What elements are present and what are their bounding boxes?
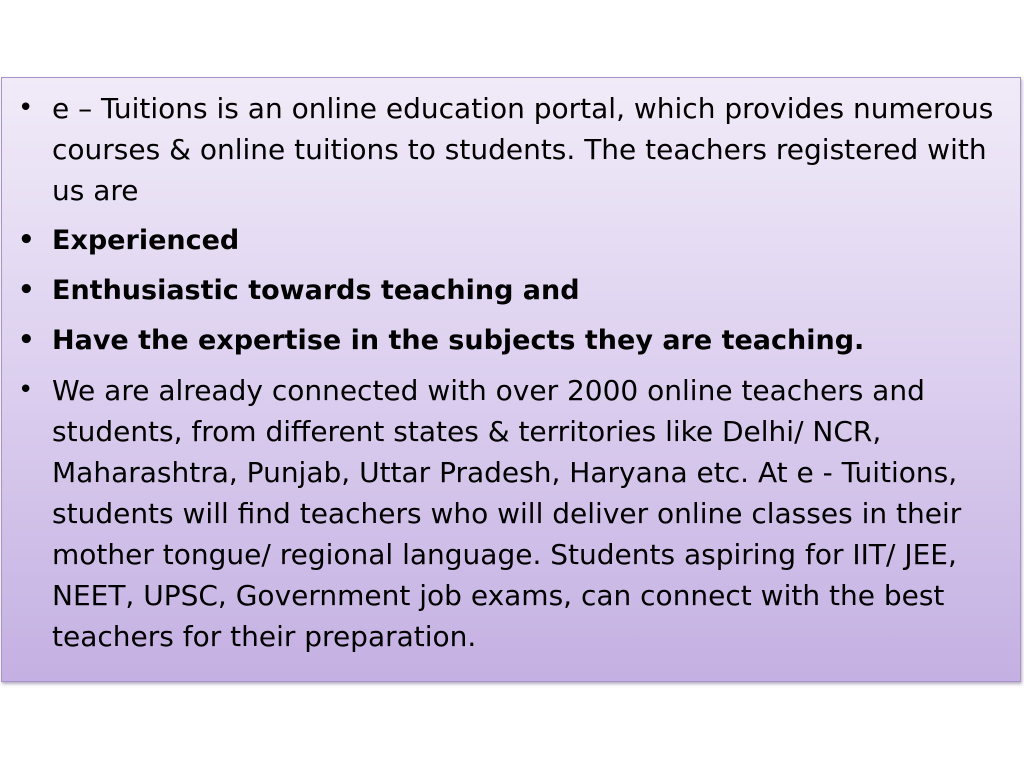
content-text-box [1,77,1021,682]
bullet-text: Experienced [52,225,240,256]
bullet-item-intro [14,88,1014,211]
bullet-list [14,88,1014,666]
bullet-item-experienced [14,220,1014,261]
bullet-dot-icon: • [18,275,35,305]
bullet-dot-icon: • [18,325,35,355]
bullet-item-expertise [14,320,1014,361]
bullet-dot-icon: • [18,93,34,123]
bullet-dot-icon: • [18,225,35,255]
bullet-text: Have the expertise in the subjects they are teaching. [52,325,865,356]
bullet-text: We are already connected with over 2000 online teachers and students, from different states & territories like Delhi/ NCR, Maharashtra, Punjab, Uttar Pradesh, Haryana etc. At e - Tuitions, students will find teachers who will deliver online classes in their mother tongue/ regional language. Students aspiring for IIT/ JEE, NEET, UPSC, Government job exams, can connect with the best teachers for their preparation. [52,374,962,653]
bullet-item-connected [14,370,1014,657]
bullet-text: e – Tuitions is an online education portal, which provides numerous courses & online tuitions to students. The teachers registered with us are [52,92,994,207]
bullet-item-enthusiastic [14,270,1014,311]
bullet-text: Enthusiastic towards teaching and [52,275,580,306]
bullet-dot-icon: • [18,375,34,405]
